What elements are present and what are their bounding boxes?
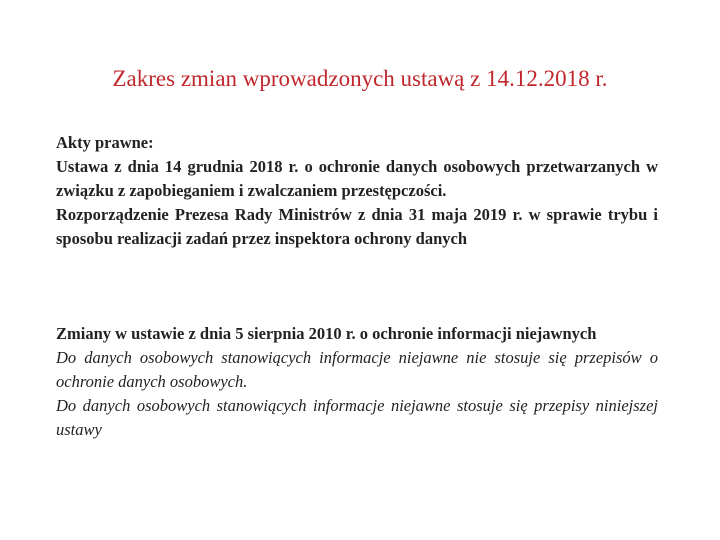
changes-heading: Zmiany w ustawie z dnia 5 sierpnia 2010 r. o ochronie informacji niejawnych xyxy=(56,324,597,343)
changes-section xyxy=(56,322,658,442)
legal-acts-section xyxy=(56,131,658,251)
change-item-exclusion: Do danych osobowych stanowiących informacje niejawne nie stosuje się przepisów o ochronie danych osobowych. xyxy=(56,348,658,391)
legal-act-regulation: Rozporządzenie Prezesa Rady Ministrów z dnia 31 maja 2019 r. w sprawie trybu i sposobu realizacji zadań przez inspektora ochrony danych xyxy=(56,205,658,248)
legal-act-statute: Ustawa z dnia 14 grudnia 2018 r. o ochronie danych osobowych przetwarzanych w związku z zapobieganiem i zwalczaniem przestępczości. xyxy=(56,157,658,200)
change-item-application: Do danych osobowych stanowiących informacje niejawne stosuje się przepisy niniejszej ustawy xyxy=(56,396,658,439)
slide-title: Zakres zmian wprowadzonych ustawą z 14.12.2018 r. xyxy=(112,66,608,91)
legal-acts-heading: Akty prawne: xyxy=(56,133,154,152)
